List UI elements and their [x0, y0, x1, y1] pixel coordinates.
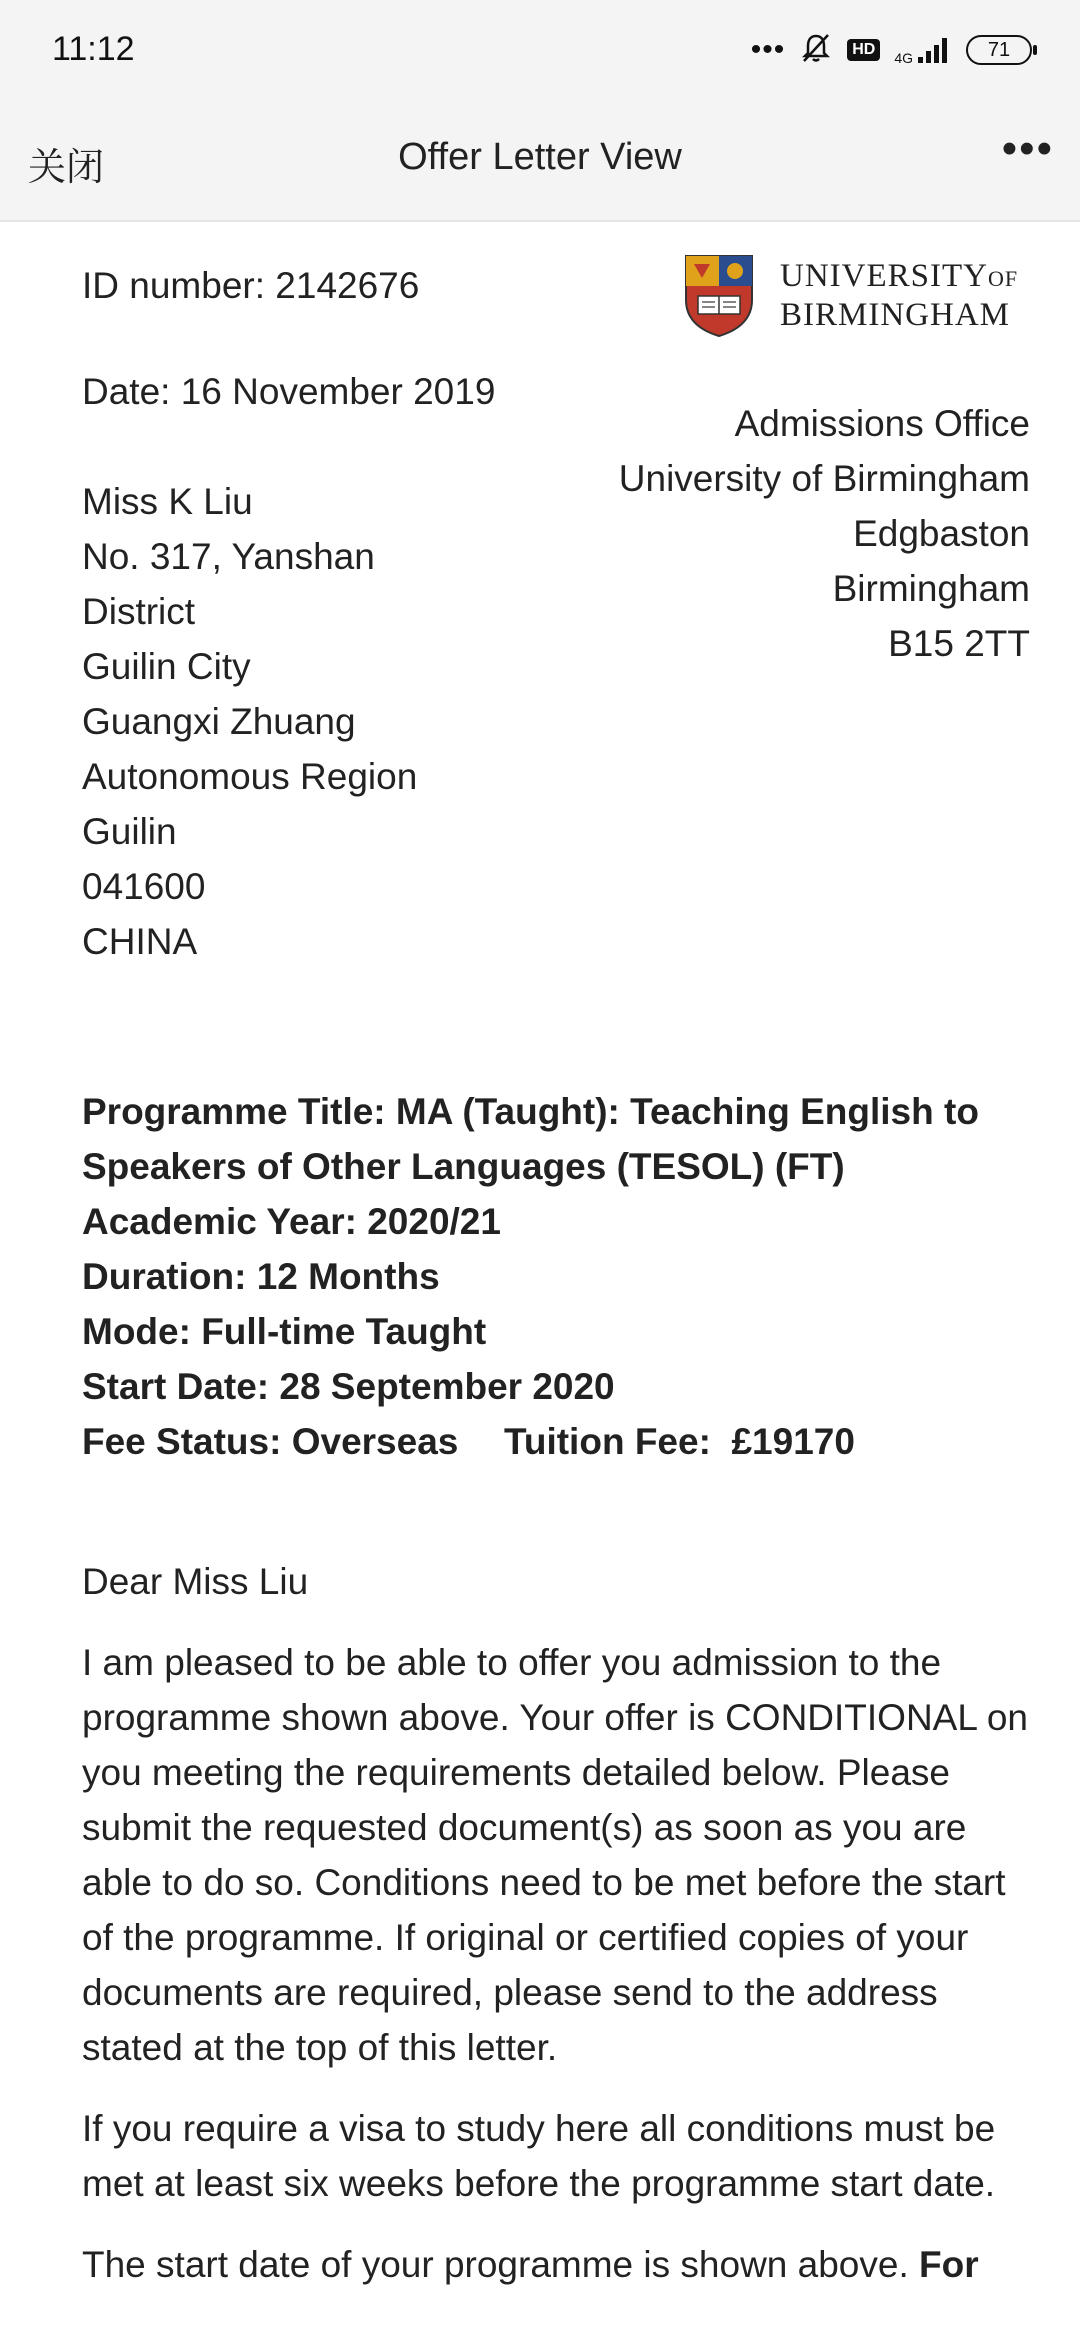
- status-time: 11:12: [52, 30, 135, 68]
- paragraph-start-date-text: The start date of your programme is shown above.: [82, 2244, 909, 2285]
- title-bar: [0, 102, 1080, 222]
- university-wordmark: [780, 258, 1018, 333]
- address-line: No. 317, Yanshan: [82, 536, 375, 577]
- fee-status: Fee Status: Overseas: [82, 1421, 459, 1462]
- paragraph-visa: If you require a visa to study here all conditions must be met at least six weeks before the programme start date.: [82, 2108, 996, 2204]
- office-line: University of Birmingham: [618, 458, 1030, 499]
- duration: Duration: 12 Months: [82, 1256, 440, 1297]
- office-line: Edgbaston: [853, 513, 1030, 554]
- letter-date: Date: 16 November 2019: [82, 371, 496, 412]
- address-line: Guilin: [82, 811, 177, 852]
- id-number: ID number: 2142676: [82, 265, 420, 306]
- address-line: Miss K Liu: [82, 481, 253, 522]
- academic-year: Academic Year: 2020/21: [82, 1201, 501, 1242]
- start-date: Start Date: 28 September 2020: [82, 1366, 615, 1407]
- university-crest-icon: [684, 254, 754, 338]
- sender-address: [619, 396, 1030, 671]
- university-logo: [684, 254, 1034, 344]
- recipient-address: [82, 474, 502, 969]
- study-mode: Mode: Full-time Taught: [82, 1311, 487, 1352]
- wordmark-of: OF: [987, 266, 1019, 291]
- office-line: Admissions Office: [734, 403, 1030, 444]
- more-dots-icon: •••: [750, 33, 786, 66]
- offer-letter: [0, 222, 1080, 2340]
- page-title: Offer Letter View: [398, 136, 682, 178]
- network-type-label: 4G: [894, 50, 913, 66]
- more-options-button[interactable]: •••: [1001, 124, 1054, 173]
- wordmark-line2: BIRMINGHAM: [780, 297, 1011, 333]
- mute-bell-icon: [799, 31, 833, 70]
- programme-title: Programme Title: MA (Taught): Teaching English to Speakers of Other Languages (TESOL) (FT): [82, 1091, 979, 1187]
- wordmark-line1: UNIVERSITY: [780, 258, 988, 294]
- status-bar: [0, 0, 1080, 102]
- address-line: Autonomous Region: [82, 756, 418, 797]
- paragraph-start-date-bold: For: [919, 2244, 979, 2285]
- address-line: Guilin City: [82, 646, 251, 687]
- letter-body: [82, 1554, 1042, 2318]
- address-line: CHINA: [82, 921, 198, 962]
- address-line: District: [82, 591, 196, 632]
- close-button[interactable]: 关闭: [28, 145, 105, 189]
- signal-icon: [894, 35, 952, 65]
- hd-icon: HD: [847, 39, 880, 61]
- status-icons: [751, 30, 1032, 70]
- office-line: B15 2TT: [888, 623, 1030, 664]
- tuition-fee: Tuition Fee: £19170: [504, 1421, 855, 1462]
- programme-details: [82, 1084, 1042, 1469]
- salutation: Dear Miss Liu: [82, 1561, 309, 1602]
- address-line: Guangxi Zhuang: [82, 701, 356, 742]
- fee-row: [82, 1414, 1042, 1469]
- recipient-column: [82, 258, 502, 969]
- address-line: 041600: [82, 866, 206, 907]
- paragraph-offer: I am pleased to be able to offer you admission to the programme shown above. Your offer is CONDITIONAL on you meeting the requirements detailed below. Please submit the requested document(s) as soon as you are able to do so. Conditions need to be met before the start of the programme. If original or certified copies of your documents are required, please send to the address stated at the top of this letter.: [82, 1642, 1028, 2068]
- battery-icon: 71: [966, 35, 1032, 65]
- paragraph-start-date: [82, 2237, 1042, 2292]
- office-line: Birmingham: [832, 568, 1030, 609]
